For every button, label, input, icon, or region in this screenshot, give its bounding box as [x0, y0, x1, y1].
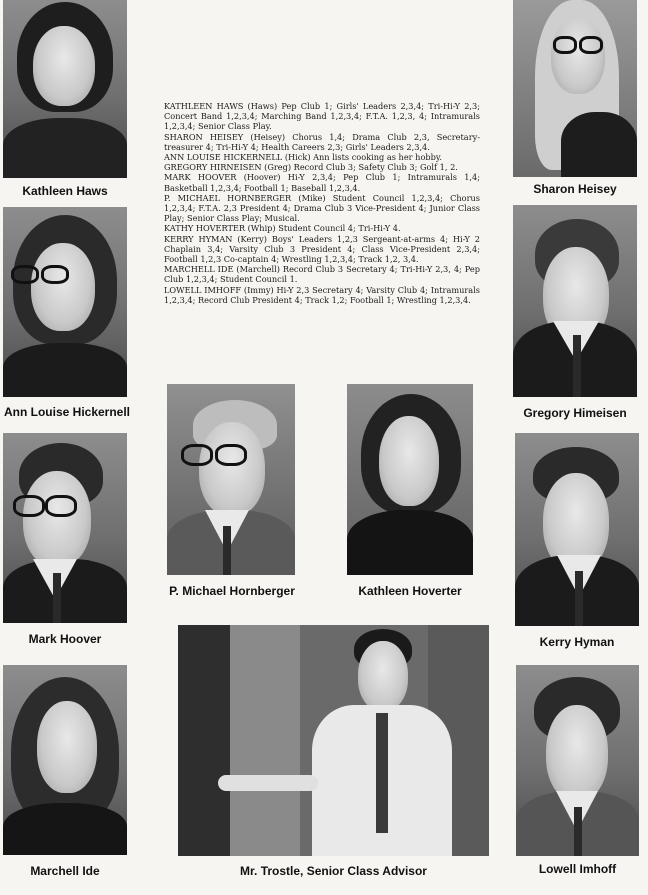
- caption-kerry-hyman: Kerry Hyman: [539, 635, 615, 649]
- caption-marchell-ide: Marchell Ide: [30, 864, 100, 878]
- caption-ann-hickernell: Ann Louise Hickernell: [3, 405, 131, 419]
- caption-advisor: Mr. Trostle, Senior Class Advisor: [240, 864, 427, 878]
- portrait-ann-hickernell: [3, 207, 127, 397]
- portrait-lowell-imhoff: [516, 665, 639, 856]
- portrait-kerry-hyman: [515, 433, 639, 626]
- portrait-sharon-heisey: [513, 0, 637, 177]
- caption-lowell-imhoff: Lowell Imhoff: [538, 862, 617, 876]
- portrait-kathleen-haws: [3, 0, 127, 178]
- bio-paragraph: GREGORY HIRNEISEN (Greg) Record Club 3; Safety Club 3; Golf 1, 2.: [164, 162, 458, 173]
- bio-paragraph: KATHLEEN HAWS (Haws) Pep Club 1; Girls' Leaders 2,3,4; Tri-Hi-Y 2,3; Concert Band 1,2,3,4; Marching Band 1,2,3,4; F.T.A. 1,2,3, 4; Intramurals 1,2,3,4; Senior Class Play.: [164, 101, 480, 132]
- caption-gregory-himeisen: Gregory Himeisen: [523, 406, 627, 420]
- wall-panel: [178, 625, 230, 856]
- senior-activities-text: [164, 101, 480, 305]
- bio-paragraph: KERRY HYMAN (Kerry) Boys' Leaders 1,2,3 Sergeant-at-arms 4; Hi-Y 2 Chaplain 3,4; Varsity Club 3 President 4; Class Vice-President 2,3,4; Football 1,2,3 Co-captain 4; Wrestling 1,2,3,4; Track 1,2, 3,4.: [164, 233, 480, 265]
- portrait-kathleen-hoverter: [347, 384, 473, 575]
- caption-kathleen-hoverter: Kathleen Hoverter: [358, 584, 462, 598]
- bio-paragraph: KATHY HOVERTER (Whip) Student Council 4; Tri-Hi-Y 4.: [164, 223, 401, 234]
- portrait-mark-hoover: [3, 433, 127, 623]
- bio-paragraph: MARK HOOVER (Hoover) Hi-Y 2,3,4; Pep Club 1; Intramurals 1,4; Basketball 1,2,3,4; Football 1; Baseball 1,2,3,4.: [164, 172, 480, 193]
- bio-paragraph: LOWELL IMHOFF (Immy) Hi-Y 2,3 Secretary 4; Varsity Club 4; Intramurals 1,2,3,4; Record Club President 4; Track 1,2; Football 1; Wrestling 1,2,3,4.: [164, 284, 480, 305]
- bio-paragraph: ANN LOUISE HICKERNELL (Hick) Ann lists cooking as her hobby.: [164, 152, 443, 163]
- caption-sharon-heisey: Sharon Heisey: [533, 182, 617, 196]
- portrait-gregory-himeisen: [513, 205, 637, 397]
- portrait-advisor: [178, 625, 489, 856]
- portrait-michael-hornberger: [167, 384, 295, 575]
- portrait-marchell-ide: [3, 665, 127, 855]
- bio-paragraph: P. MICHAEL HORNBERGER (Mike) Student Council 1,2,3,4; Chorus 1,2,3,4; F.T.A. 2,3 President 4; Drama Club 3 Vice-President 4; Junior Class Play; Senior Class Play; Musical.: [164, 192, 480, 224]
- caption-kathleen-haws: Kathleen Haws: [22, 184, 108, 198]
- caption-michael-hornberger: P. Michael Hornberger: [169, 584, 295, 598]
- caption-mark-hoover: Mark Hoover: [28, 632, 102, 646]
- bio-paragraph: SHARON HEISEY (Heisey) Chorus 1,4; Drama Club 2,3, Secretary-treasurer 4; Tri-Hi-Y 4; Health Careers 2,3; Girls' Leaders 2,3,4.: [164, 131, 480, 152]
- bio-paragraph: MARCHELL IDE (Marchell) Record Club 3 Secretary 4; Tri-Hi-Y 2,3, 4; Pep Club 1,2,3,4; Student Council 1.: [164, 264, 480, 285]
